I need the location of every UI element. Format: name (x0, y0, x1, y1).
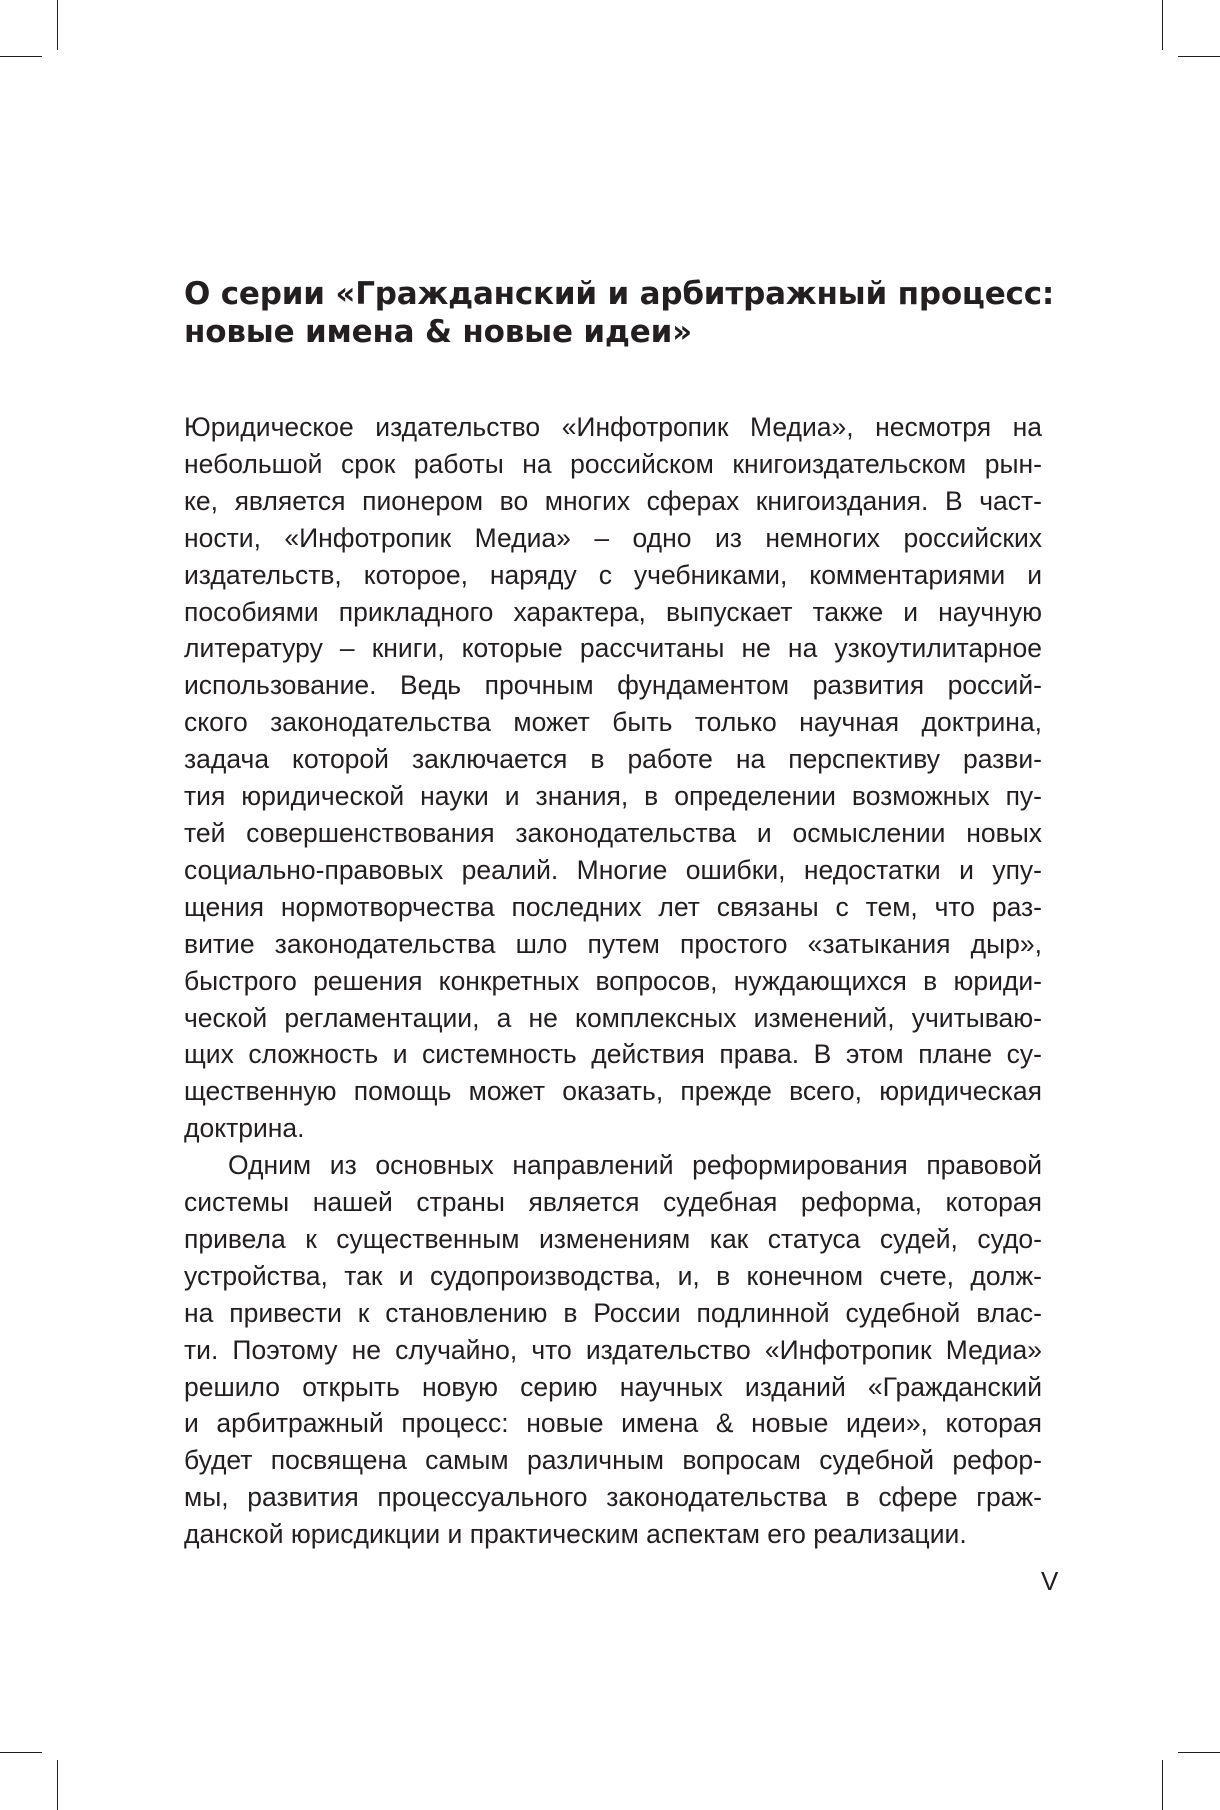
text-line: доктрина. (184, 1113, 305, 1144)
text-line: социально-правовых реалий. Многие ошибки, недостатки и упу- (184, 854, 1042, 885)
crop-mark-top-right-vertical (1162, 0, 1163, 50)
crop-mark-bottom-left-vertical (57, 1760, 58, 1810)
text-line: задача которой заключается в работе на перспективу разви- (184, 744, 1042, 775)
crop-mark-bottom-right-vertical (1162, 1760, 1163, 1810)
text-line: ности, «Инфотропик Медиа» – одно из немногих российских (184, 522, 1042, 553)
crop-mark-bottom-left-horizontal (0, 1752, 42, 1753)
crop-mark-top-right-horizontal (1178, 56, 1220, 57)
text-line: ческой регламентации, а не комплексных изменений, учитываю- (184, 1002, 1042, 1033)
text-line: устройства, так и судопроизводства, и, в конечном счете, долж- (184, 1260, 1042, 1291)
crop-mark-top-left-vertical (57, 0, 58, 50)
text-line: издательств, которое, наряду с учебниками, комментариями и (184, 559, 1042, 590)
text-line: тия юридической науки и знания, в определении возможных пу- (184, 781, 1042, 812)
body-text (184, 409, 1042, 1553)
section-heading-line-2: новые имена & новые идеи» (184, 314, 692, 350)
text-line: Юридическое издательство «Инфотропик Медиа», несмотря на (184, 412, 1042, 442)
text-line: пособиями прикладного характера, выпускает также и научную (184, 596, 1042, 627)
text-line: витие законодательства шло путем простого «затыкания дыр», (184, 928, 1042, 959)
crop-mark-bottom-right-horizontal (1178, 1752, 1220, 1753)
text-line: Одним из основных направлений реформирования правовой (228, 1150, 1042, 1181)
text-line: тей совершенствования законодательства и осмыслении новых (184, 817, 1042, 848)
text-line: небольшой срок работы на российском книгоиздательском рын- (184, 448, 1042, 479)
text-line: использование. Ведь прочным фундаментом развития россий- (184, 670, 1042, 701)
page-number: V (1041, 1566, 1059, 1596)
section-heading (184, 275, 1055, 351)
paragraph-1 (184, 409, 1042, 1147)
text-line: быстрого решения конкретных вопросов, нуждающихся в юриди- (184, 965, 1042, 996)
text-line: щественную помощь может оказать, прежде всего, юридическая (184, 1076, 1042, 1107)
text-line: ти. Поэтому не случайно, что издательство «Инфотропик Медиа» (184, 1334, 1042, 1365)
text-line: на привести к становлению в России подлинной судебной влас- (184, 1297, 1042, 1328)
text-line: и арбитражный процесс: новые имена & новые идеи», которая (184, 1408, 1042, 1439)
text-line: решило открыть новую серию научных изданий «Гражданский (184, 1371, 1042, 1402)
text-line: мы, развития процессуального законодательства в сфере граж- (184, 1482, 1042, 1513)
text-line: данской юрисдикции и практическим аспектам его реализации. (184, 1519, 967, 1550)
text-line: ского законодательства может быть только научная доктрина, (184, 707, 1042, 738)
text-line: системы нашей страны является судебная реформа, которая (184, 1187, 1042, 1218)
section-heading-line-1: О серии «Гражданский и арбитражный процесс: (184, 276, 1055, 312)
text-line: ке, является пионером во многих сферах книгоиздания. В част- (184, 485, 1042, 516)
text-line: привела к существенным изменениям как статуса судей, судо- (184, 1223, 1042, 1254)
text-line: литературу – книги, которые рассчитаны не на узкоутилитарное (184, 633, 1042, 664)
crop-mark-top-left-horizontal (0, 56, 42, 57)
paragraph-2 (184, 1147, 1042, 1553)
page-content (184, 275, 1055, 1553)
text-line: будет посвящена самым различным вопросам судебной рефор- (184, 1445, 1042, 1476)
text-line: щения нормотворчества последних лет связаны с тем, что раз- (184, 891, 1042, 922)
text-line: щих сложность и системность действия права. В этом плане су- (184, 1039, 1042, 1070)
